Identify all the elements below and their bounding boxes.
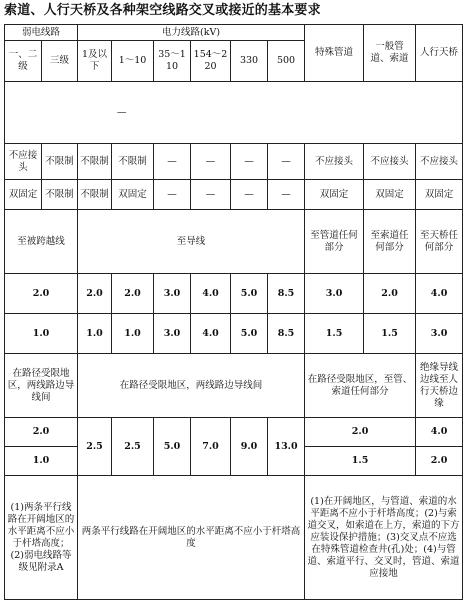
cell: 双固定 (416, 180, 463, 210)
cell: 不应接头 (416, 144, 463, 180)
page-title: 索道、人行天桥及各种架空线路交叉或接近的基本要求 (4, 3, 321, 18)
cell: 双固定 (112, 180, 154, 210)
cell-note-power: 两条平行线路在开阔地区的水平距离不应小于杆塔高度 (78, 476, 305, 600)
cell: 2.5 (112, 418, 154, 476)
cell: 在路径受限地区，两线路边导线间 (5, 354, 78, 418)
cell: — (191, 144, 231, 180)
cell: 不限制 (42, 180, 78, 210)
cell: 1.5 (364, 314, 416, 354)
cell: 不限制 (78, 180, 112, 210)
cell: — (154, 180, 191, 210)
cell: 4.0 (416, 274, 463, 314)
header-weak-lv3: 三级 (42, 41, 78, 82)
cell: 8.5 (268, 274, 305, 314)
header-v500: 500 (268, 41, 305, 82)
cell: 3.0 (305, 274, 364, 314)
cell: 在路径受限地区，两线路边导线间 (78, 354, 305, 418)
cell: — (268, 144, 305, 180)
table-row (5, 314, 463, 354)
cell: 1.5 (305, 314, 364, 354)
header-footbridge: 人行天桥 (416, 25, 463, 82)
cell: 2.0 (364, 274, 416, 314)
table-row (5, 476, 463, 600)
header-v1-10: 1～10 (112, 41, 154, 82)
table-row (5, 210, 463, 274)
cell: 双固定 (5, 180, 42, 210)
cell-note-weak: (1)两条平行线路在开阔地区的水平距离不应小于杆塔高度；(2)弱电线路等级见附录A (5, 476, 78, 600)
cell: 在路径受限地区，至管、索道任何部分 (305, 354, 416, 418)
cell: 至导线 (78, 210, 305, 274)
cell: 2.0 (5, 274, 78, 314)
cell: 3.0 (154, 274, 191, 314)
cell: 5.0 (231, 314, 268, 354)
cell: 1.0 (78, 314, 112, 354)
cell: 4.0 (191, 314, 231, 354)
header-v1: 1及以下 (78, 41, 112, 82)
cell: — (191, 180, 231, 210)
cell: 2.0 (5, 418, 78, 447)
header-v154-220: 154～220 (191, 41, 231, 82)
cell: 1.0 (112, 314, 154, 354)
cell: 不应接头 (305, 144, 364, 180)
cell: 2.0 (112, 274, 154, 314)
header-special-pipe: 特殊管道 (305, 25, 364, 82)
header-v35-110: 35～110 (154, 41, 191, 82)
cell: 不限制 (78, 144, 112, 180)
cell: 绝缘导线边线至人行天桥边缘 (416, 354, 463, 418)
cell: 至天桥任何部分 (416, 210, 463, 274)
cell-note-pipe: (1)在开阔地区，与管道、索道的水平距离不应小于杆塔高度；(2)与索道交叉，如索道在上方，索道的下方应装设保护措施；(3)交叉点不应选在特殊管道检查井(孔)处；(4)与管道、索道平行、交叉时，管道、索道应接地 (305, 476, 463, 600)
cell: — (154, 144, 191, 180)
cell: 不应接头 (5, 144, 42, 180)
table-row (5, 144, 463, 180)
table-row (5, 274, 463, 314)
cell: 双固定 (364, 180, 416, 210)
table-row (5, 25, 463, 41)
cell: 3.0 (154, 314, 191, 354)
cell: — (268, 180, 305, 210)
cell: — (231, 180, 268, 210)
table-row (5, 354, 463, 418)
header-weak-lv12: 一、二级 (5, 41, 42, 82)
cell: 至被跨越线 (5, 210, 78, 274)
cell: 1.0 (5, 447, 78, 476)
table-row (5, 418, 463, 447)
cell: 不应接头 (364, 144, 416, 180)
header-v330: 330 (231, 41, 268, 82)
cell: 4.0 (191, 274, 231, 314)
cell: 9.0 (231, 418, 268, 476)
header-power-line: 电力线路(kV) (78, 25, 305, 41)
cell: 至管道任何部分 (305, 210, 364, 274)
table-row (5, 82, 463, 144)
cell: 13.0 (268, 418, 305, 476)
table-row (5, 180, 463, 210)
cell: 8.5 (268, 314, 305, 354)
header-weak-current: 弱电线路 (5, 25, 78, 41)
cell: 不限制 (112, 144, 154, 180)
cell: 2.0 (416, 447, 463, 476)
cell: 2.0 (78, 274, 112, 314)
blank-dash: — (5, 82, 463, 144)
requirements-table (4, 24, 463, 600)
cell: 2.0 (305, 418, 416, 447)
cell: 5.0 (154, 418, 191, 476)
cell: 3.0 (416, 314, 463, 354)
cell: 1.5 (305, 447, 416, 476)
cell: 4.0 (416, 418, 463, 447)
cell: 7.0 (191, 418, 231, 476)
cell: 双固定 (305, 180, 364, 210)
cell: 1.0 (5, 314, 78, 354)
cell: — (231, 144, 268, 180)
cell: 2.5 (78, 418, 112, 476)
cell: 5.0 (231, 274, 268, 314)
cell: 至索道任何部分 (364, 210, 416, 274)
header-general-pipe: 一般管道、索道 (364, 25, 416, 82)
cell: 不限制 (42, 144, 78, 180)
